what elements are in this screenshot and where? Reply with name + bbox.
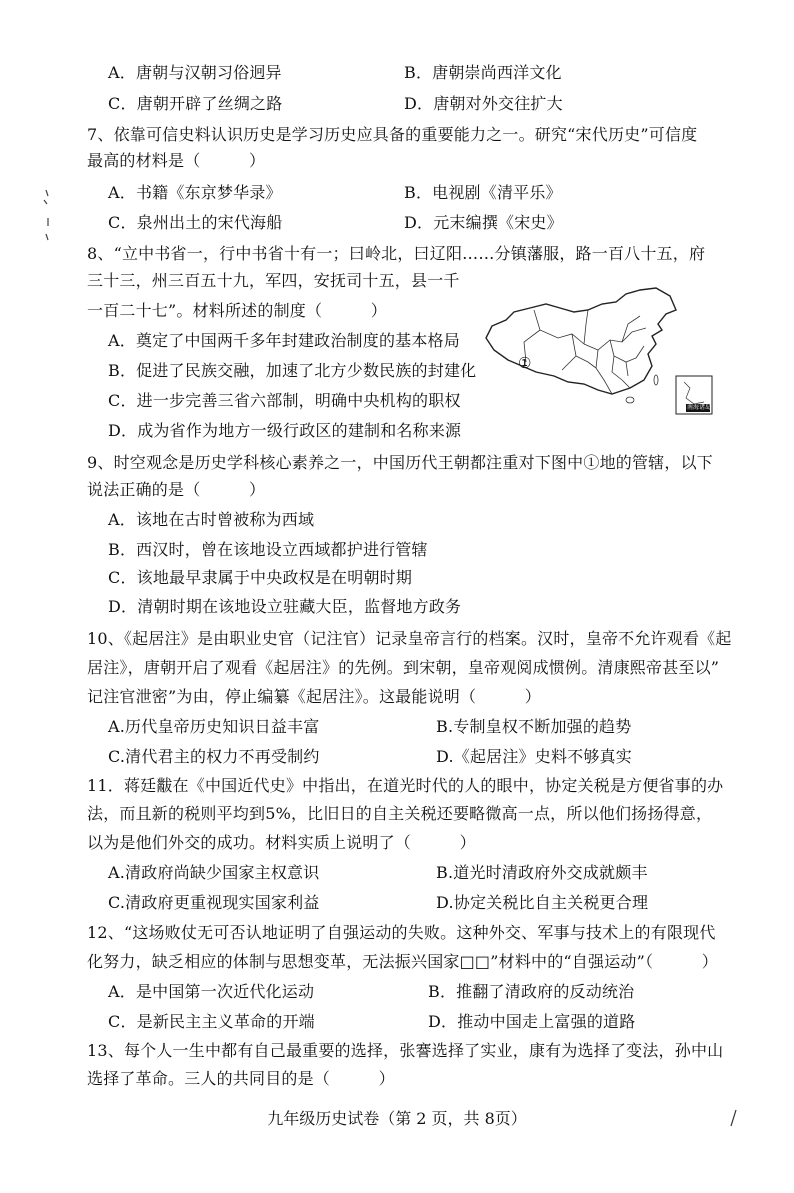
q6-option-c: C．唐朝开辟了丝绸之路: [108, 94, 283, 113]
q8-option-b: B．促进了民族交融，加速了北方少数民族的封建化: [108, 361, 477, 380]
q11-option-b: B.道光时清政府外交成就颇丰: [436, 863, 648, 882]
q8-stem-line1: 8、“立中书省一，行中书省十有一；曰岭北，曰辽阳……分镇藩服，路一百八十五，府: [87, 244, 706, 263]
q9-stem-line1: 9、时空观念是历史学科核心素养之一，中国历代王朝都注重对下图中①地的管辖，以下: [87, 453, 713, 472]
china-map-svg: [480, 284, 720, 418]
q11-option-a: A.清政府尚缺少国家主权意识: [108, 863, 320, 882]
map-marker-1: ①: [518, 354, 532, 372]
q7-option-d: D．元末编撰《宋史》: [404, 213, 563, 232]
page-footer: 九年级历史试卷（第 2 页，共 8页）: [267, 1109, 527, 1128]
q12-stem-line2: 化努力，缺乏相应的体制与思想变革，无法振兴国家□□”材料中的“自强运动”（ ）: [87, 952, 718, 971]
q6-option-a: A．唐朝与汉朝习俗迥异: [108, 63, 282, 82]
q6-option-b: B．唐朝崇尚西洋文化: [404, 63, 562, 82]
scan-mark-corner: [728, 1108, 738, 1130]
q11-option-d: D.协定关税比自主关税更合理: [436, 893, 649, 912]
q11-stem-line1: 11．蒋廷黻在《中国近代史》中指出，在道光时代的人的眼中，协定关税是方便省事的办: [87, 776, 724, 795]
q10-option-a: A.历代皇帝历史知识日益丰富: [108, 717, 320, 736]
q11-stem-line2: 法，而且新的税则平均到5%，比旧日的自主关税还要略微高一点，所以他们扬扬得意，: [87, 804, 713, 823]
q13-stem-line1: 13、每个人一生中都有自己最重要的选择，张謇选择了实业，康有为选择了变法，孙中山: [87, 1041, 724, 1060]
scan-marks: [40, 188, 54, 244]
q13-stem-line2: 选择了革命。三人的共同目的是（ ）: [87, 1069, 395, 1088]
q12-option-b: B．推翻了清政府的反动统治: [428, 982, 635, 1001]
map-inset-caption: 南海诸岛: [687, 404, 712, 411]
q12-option-c: C．是新民主主义革命的开端: [108, 1012, 315, 1031]
q8-option-d: D．成为省作为地方一级行政区的建制和名称来源: [108, 421, 462, 440]
q7-option-a: A．书籍《东京梦华录》: [108, 183, 282, 202]
q9-option-d: D．清朝时期在该地设立驻藏大臣，监督地方政务: [108, 597, 462, 616]
q11-option-c: C.清政府更重视现实国家利益: [108, 893, 320, 912]
q9-stem-line2: 说法正确的是（ ）: [87, 480, 266, 499]
q9-option-b: B．西汉时，曾在该地设立西域都护进行管辖: [108, 540, 428, 559]
q7-option-c: C．泉州出土的宋代海船: [108, 213, 283, 232]
q10-stem-line2: 居注》，唐朝开启了观看《起居注》的先例。到宋朝，皇帝观阅成惯例。清康熙帝甚至以”: [87, 658, 720, 677]
q10-stem-line1: 10、《起居注》是由职业史官（记注官）记录皇帝言行的档案。汉时，皇帝不允许观看《起: [87, 629, 732, 648]
q8-option-a: A．奠定了中国两千多年封建政治制度的基本格局: [108, 331, 460, 350]
q10-stem-line3: 记注官泄密”为由，停止编纂《起居注》。这最能说明（ ）: [87, 687, 541, 706]
q11-stem-line3: 以为是他们外交的成功。材料实质上说明了（ ）: [87, 833, 476, 852]
q12-option-a: A．是中国第一次近代化运动: [108, 982, 315, 1001]
q8-option-c: C．进一步完善三省六部制，明确中央机构的职权: [108, 391, 461, 410]
q12-option-d: D．推动中国走上富强的道路: [428, 1012, 636, 1031]
china-map: [480, 284, 720, 418]
q8-stem-line2: 三十三，州三百五十九，军四，安抚司十五，县一千: [87, 271, 460, 290]
q7-stem-line2: 最高的材料是（ ）: [87, 151, 266, 170]
q9-option-c: C．该地最早隶属于中央政权是在明朝时期: [108, 568, 413, 587]
q9-option-a: A．该地在古时曾被称为西域: [108, 510, 315, 529]
q8-stem-line3: 一百二十七”。材料所述的制度（ ）: [87, 301, 387, 320]
q10-option-d: D.《起居注》史料不够真实: [436, 747, 632, 766]
q7-stem-line1: 7、依靠可信史料认识历史是学习历史应具备的重要能力之一。研究“宋代历史”可信度: [87, 125, 698, 144]
q6-option-d: D．唐朝对外交往扩大: [404, 94, 563, 113]
q10-option-c: C.清代君主的权力不再受制约: [108, 747, 320, 766]
q10-option-b: B.专制皇权不断加强的趋势: [436, 717, 632, 736]
q7-option-b: B．电视剧《清平乐》: [404, 183, 562, 202]
q12-stem-line1: 12、“这场败仗无可否认地证明了自强运动的失败。这种外交、军事与技术上的有限现代: [87, 923, 716, 942]
